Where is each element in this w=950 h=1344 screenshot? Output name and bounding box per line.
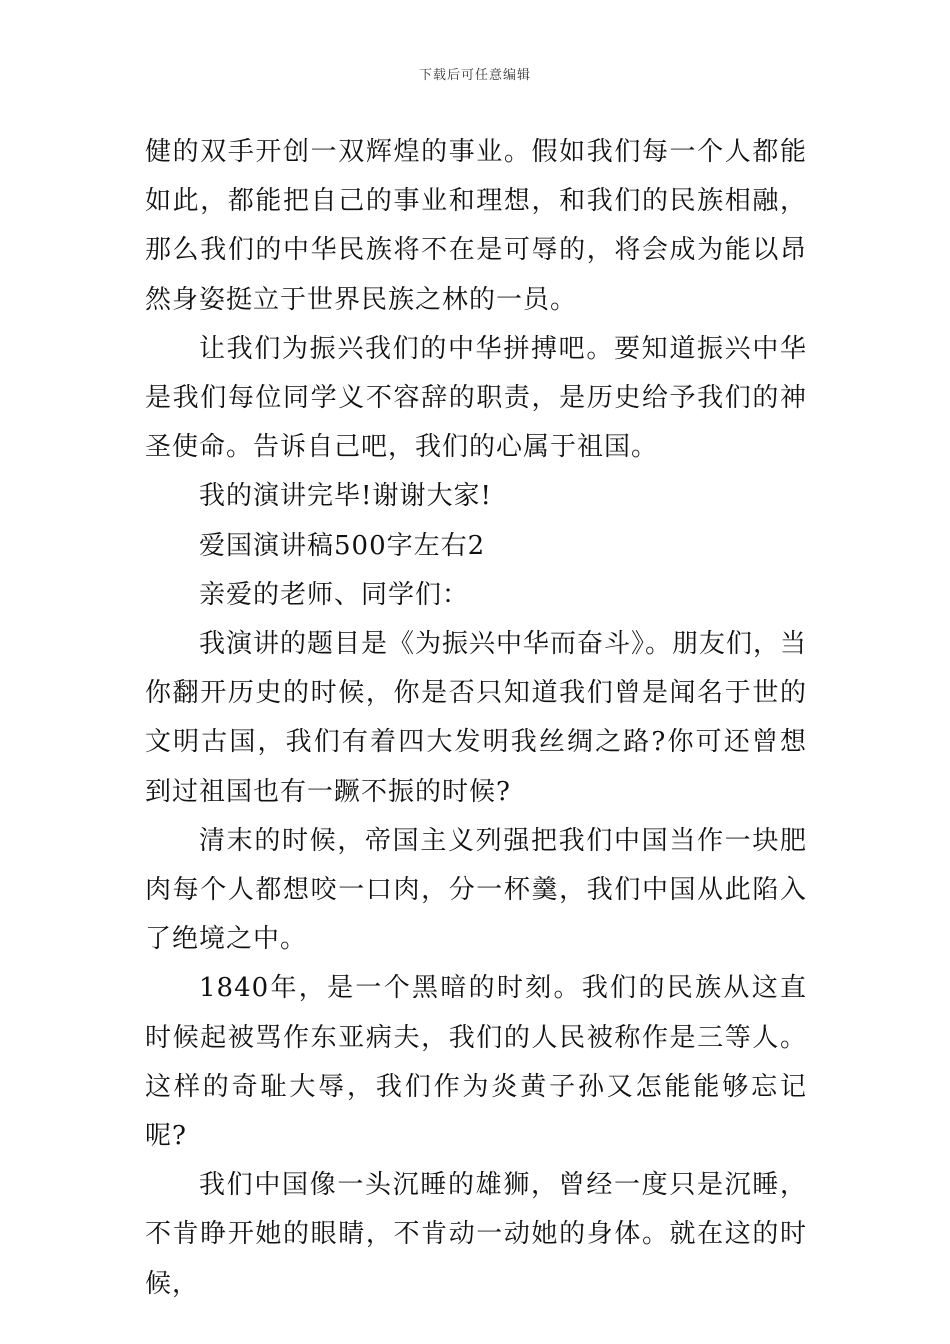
paragraph-3: 我的演讲完毕!谢谢大家!	[199, 481, 492, 512]
paragraph-7: 清末的时候，帝国主义列强把我们中国当作一块肥肉每个人都想咬一口肉，分一杯羹，我们中国从此陷入了绝境之中。	[145, 825, 807, 955]
section-title: 爱国演讲稿500字左右2	[199, 530, 486, 561]
paragraph-1: 健的双手开创一双辉煌的事业。假如我们每一个人都能如此，都能把自己的事业和理想，和我们的民族相融，那么我们的中华民族将不在是可辱的，将会成为能以昂然身姿挺立于世界民族之林的一员。	[145, 137, 807, 315]
page-header: 下载后可任意编辑	[418, 68, 531, 83]
document-body	[145, 128, 807, 1309]
paragraph-8: 1840年，是一个黑暗的时刻。我们的民族从这直时候起被骂作东亚病夫，我们的人民被称作是三等人。这样的奇耻大辱，我们作为炎黄子孙又怎能能够忘记呢?	[145, 973, 807, 1152]
paragraph-6: 我演讲的题目是《为振兴中华而奋斗》。朋友们，当你翻开历史的时候，你是否只知道我们曾是闻名于世的文明古国，我们有着四大发明我丝绸之路?你可还曾想到过祖国也有一蹶不振的时候?	[145, 629, 808, 807]
paragraph-2: 让我们为振兴我们的中华拼搏吧。要知道振兴中华是我们每位同学义不容辞的职责，是历史给予我们的神圣使命。告诉自己吧，我们的心属于祖国。	[145, 333, 807, 463]
salutation: 亲爱的老师、同学们：	[199, 579, 470, 610]
paragraph-9: 我们中国像一头沉睡的雄狮，曾经一度只是沉睡，不肯睁开她的眼睛，不肯动一动她的身体。就在这的时候，	[145, 1170, 807, 1299]
